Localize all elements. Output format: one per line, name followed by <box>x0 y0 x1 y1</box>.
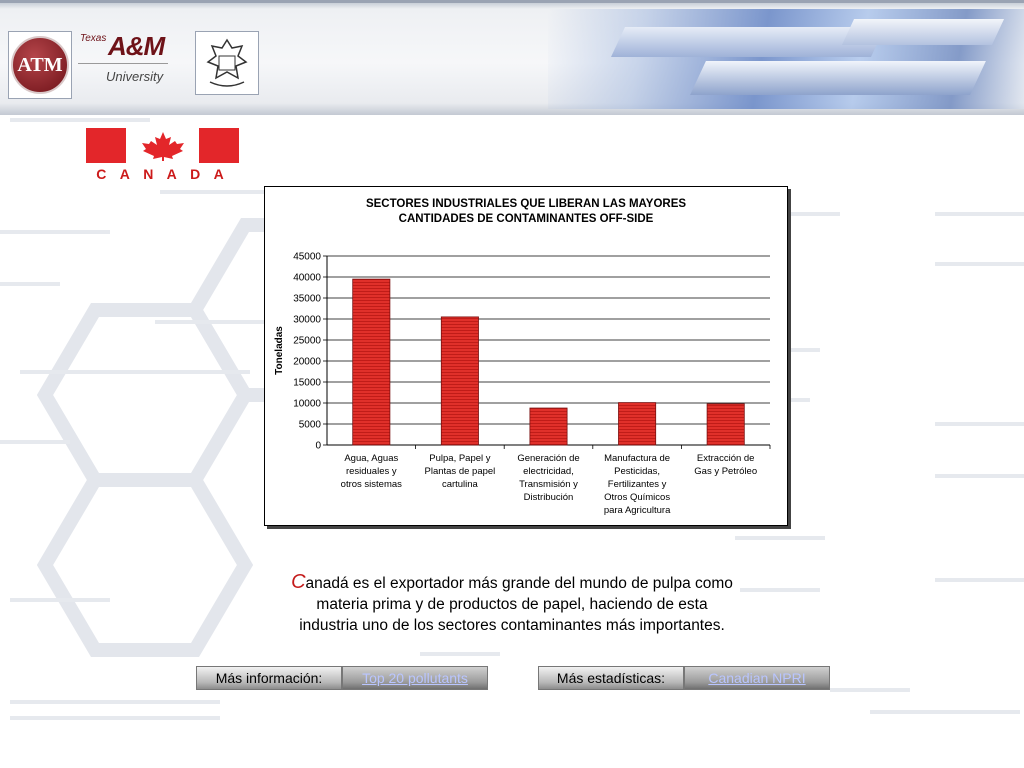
top-20-pollutants-link[interactable]: Top 20 pollutants <box>342 666 488 690</box>
canada-flag <box>86 128 239 163</box>
y-axis-label: Toneladas <box>274 326 285 375</box>
y-tick-label: 25000 <box>293 335 321 347</box>
more-stats-label: Más estadísticas: <box>538 666 684 690</box>
tamu-logo <box>8 31 72 99</box>
caption-text <box>262 572 762 636</box>
seal-logo <box>195 31 259 95</box>
y-tick-label: 15000 <box>293 377 321 389</box>
x-tick-label: Extracción de Gas y Petróleo <box>694 453 758 477</box>
x-tick-label: Generación de electricidad, Transmisión y Distribución <box>517 453 580 503</box>
header-graphic <box>548 9 1024 109</box>
tamu-university-text: University <box>106 69 164 84</box>
y-tick-label: 10000 <box>293 398 321 410</box>
caption-line-1: anadá es el exportador más grande del mundo de pulpa como <box>305 575 733 592</box>
bar <box>441 317 478 445</box>
header-banner <box>0 0 1024 115</box>
bar <box>530 408 567 445</box>
tamu-wordmark <box>78 31 178 91</box>
bar <box>707 404 744 445</box>
x-tick-label: Manufactura de Pesticidas, Fertilizantes y Otros Químicos para Agricultura <box>603 453 671 516</box>
chart-title-line-1: SECTORES INDUSTRIALES QUE LIBERAN LAS MAYORES <box>365 198 687 210</box>
bar-chart <box>265 187 787 525</box>
bar <box>353 279 390 445</box>
country-label: C A N A D A <box>96 166 229 182</box>
tamu-texas-text: Texas <box>80 33 107 44</box>
y-tick-label: 5000 <box>298 419 321 431</box>
y-tick-label: 45000 <box>293 251 321 263</box>
bar <box>618 403 655 445</box>
y-tick-label: 30000 <box>293 314 321 326</box>
x-tick-label: Pulpa, Papel y Plantas de papel cartulina <box>424 453 496 490</box>
y-tick-label: 40000 <box>293 272 321 284</box>
chart-title-line-2: CANTIDADES DE CONTAMINANTES OFF-SIDE <box>398 213 654 225</box>
eagle-seal-icon <box>196 32 258 94</box>
y-tick-label: 35000 <box>293 293 321 305</box>
caption-line-2: materia prima y de productos de papel, haciendo de esta <box>316 596 708 613</box>
canadian-npri-link[interactable]: Canadian NPRI <box>684 666 830 690</box>
caption-line-3: industria uno de los sectores contaminantes más importantes. <box>299 617 725 634</box>
maple-leaf-icon <box>140 131 186 161</box>
more-info-label: Más información: <box>196 666 342 690</box>
chart-panel <box>264 186 788 526</box>
more-info-bar <box>196 666 488 690</box>
y-tick-label: 20000 <box>293 356 321 368</box>
more-stats-bar <box>538 666 830 690</box>
tamu-am-text: A&M <box>108 31 165 61</box>
tamu-logo-mark: ATM <box>11 36 69 94</box>
caption-initial: C <box>291 571 306 593</box>
y-tick-label: 0 <box>315 440 321 452</box>
x-tick-label: Agua, Aguas residuales y otros sistemas <box>340 453 402 490</box>
